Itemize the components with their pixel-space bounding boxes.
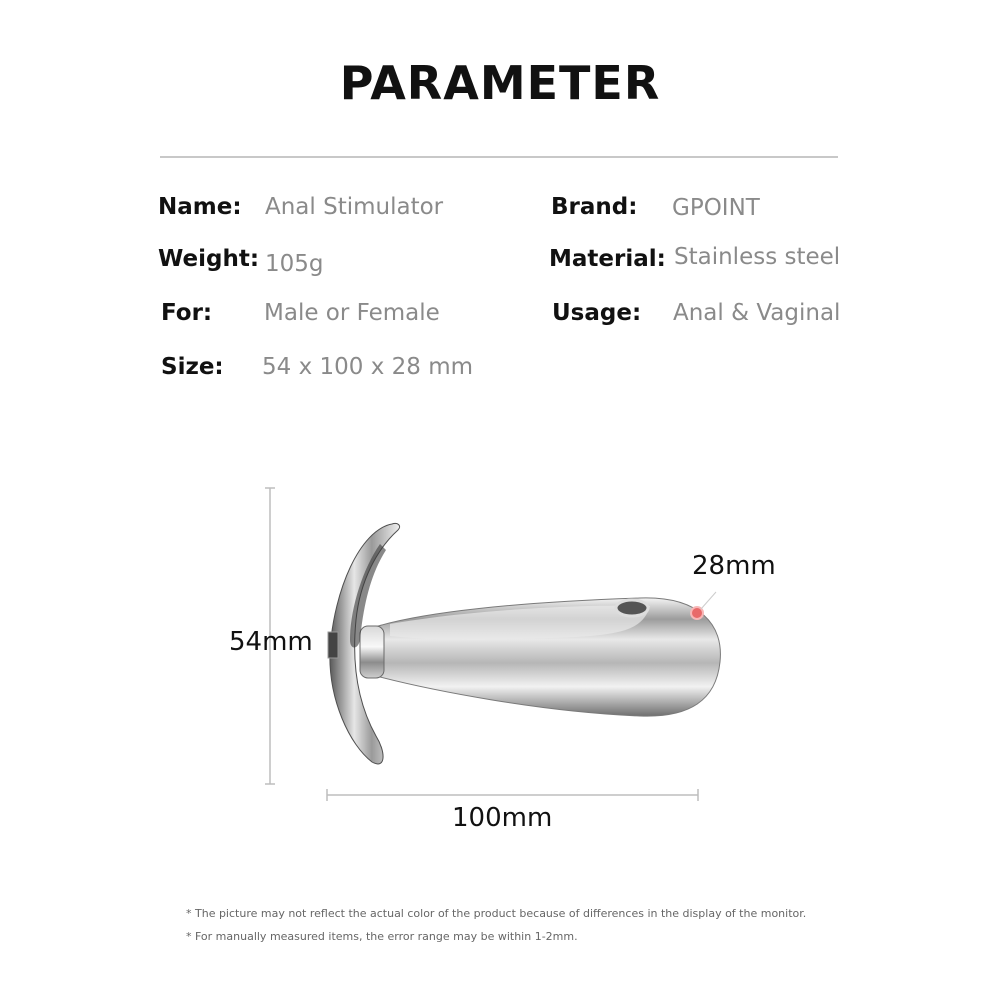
size-label: Size: [161,354,224,380]
material-value: Stainless steel [674,244,841,270]
length-dimension-line [327,789,698,801]
for-value: Male or Female [264,300,440,326]
diameter-label: 28mm [692,551,776,581]
size-value: 54 x 100 x 28 mm [262,354,474,380]
material-label: Material: [549,246,666,272]
disclaimer-measurement: * For manually measured items, the error range may be within 1-2mm. [186,930,578,943]
weight-value: 105g [265,251,324,277]
for-label: For: [161,300,213,326]
brand-value: GPOINT [672,195,760,221]
page-title: PARAMETER [339,56,661,110]
brand-label: Brand: [551,194,638,220]
usage-label: Usage: [552,300,642,326]
disclaimer-color: * The picture may not reflect the actual color of the product because of differences in the display of the monitor. [186,907,807,920]
weight-label: Weight: [158,246,260,272]
name-label: Name: [158,194,242,220]
usage-value: Anal & Vaginal [673,300,841,326]
name-value: Anal Stimulator [265,194,444,220]
length-label: 100mm [452,803,553,833]
height-label: 54mm [229,627,313,657]
